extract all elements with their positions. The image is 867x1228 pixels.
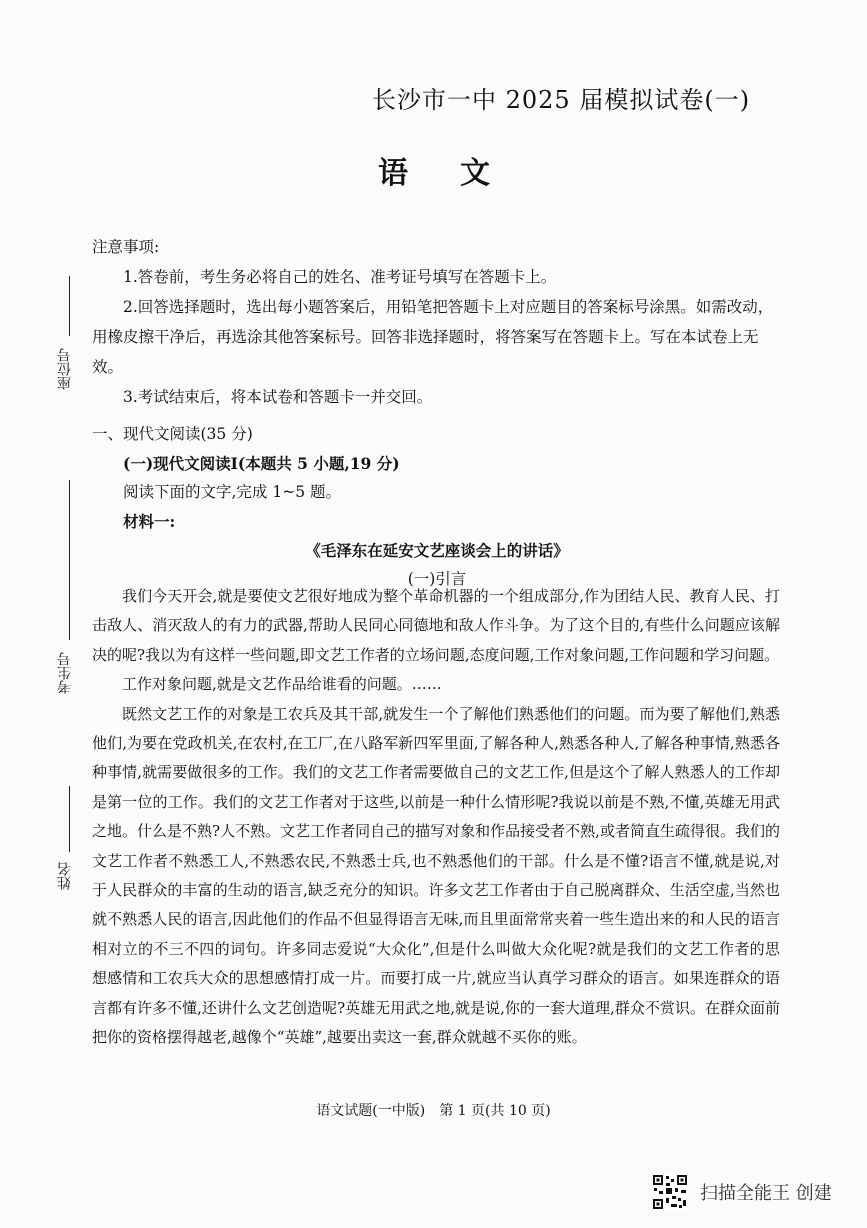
material-label: 材料一: xyxy=(123,512,176,531)
body-paragraph-2: 工作对象问题,就是文艺作品给谁看的问题。…… xyxy=(122,675,442,694)
section-header xyxy=(92,420,782,594)
subject-char-1: 语 xyxy=(378,156,408,191)
scanner-watermark xyxy=(652,1174,832,1210)
name-line xyxy=(69,786,70,852)
section-heading: 一、现代文阅读(35 分) xyxy=(92,425,253,443)
article-body xyxy=(92,582,780,1053)
article-title: 《毛泽东在延安文艺座谈会上的讲话》 xyxy=(305,541,569,560)
exam-title: 长沙市一中 2025 届模拟试卷(一) xyxy=(372,86,751,114)
notice-heading: 注意事项: xyxy=(92,238,160,256)
notice-block xyxy=(92,232,782,412)
notice-item-3: 3.考试结束后，将本试卷和答题卡一并交回。 xyxy=(123,388,433,406)
notice-item-1: 1.答卷前，考生务必将自己的姓名、准考证号填写在答题卡上。 xyxy=(123,268,557,286)
sub-section-heading: (一)现代文阅读Ⅰ(本题共 5 小题,19 分) xyxy=(123,454,400,473)
qr-code-icon xyxy=(652,1174,688,1210)
seat-line xyxy=(69,276,70,336)
watermark-text: 扫描全能王 创建 xyxy=(700,1183,832,1204)
instruction-text: 阅读下面的文字,完成 1~5 题。 xyxy=(123,483,341,501)
subject-char-2: 文 xyxy=(460,156,490,191)
subject-title xyxy=(378,148,490,192)
body-paragraph-1: 我们今天开会,就是要使文艺很好地成为整个革命机器的一个组成部分,作为团结人民、教育人民、打击敌人、消灭敌人的有力的武器,帮助人民同心同德地和敌人作斗争。为了这个目的,有些什么问题应该解决的呢?我以为有这样一些问题,即文艺工作者的立场问题,态度问题,工作对象问题,工作问题和学习问题。 xyxy=(92,587,780,664)
body-paragraph-3: 既然文艺工作的对象是工农兵及其干部,就发生一个了解他们熟悉他们的问题。而为要了解他们,熟悉他们,为要在党政机关,在农村,在工厂,在八路军新四军里面,了解各种人,熟悉各种人,了解各种事情,熟悉各种事情,就需要做很多的工作。我们的文艺工作者需要做自己的文艺工作,但是这个了解人熟悉人的工作却是第一位的工作。我们的文艺工作者对于这些,以前是一种什么情形呢?我说以前是不熟,不懂,英雄无用武之地。什么是不熟?人不熟。文艺工作者同自己的描写对象和作品接受者不熟,或者简直生疏得很。我们的文艺工作者不熟悉工人,不熟悉农民,不熟悉士兵,也不熟悉他们的干部。什么是不懂?语言不懂,就是说,对于人民群众的丰富的生动的语言,缺乏充分的知识。许多文艺工作者由于自己脱离群众、生活空虚,当然也就不熟悉人民的语言,因此他们的作品不但显得语言无味,而且里面常常夹着一些生造出来的和人民的语言相对立的不三不四的词句。许多同志爱说“大众化”,但是什么叫做大众化呢?就是我们的文艺工作者的思想感情和工农兵大众的思想感情打成一片。而要打成一片,就应当认真学习群众的语言。如果连群众的语言都有许多不懂,还讲什么文艺创造呢?英雄无用武之地,就是说,你的一套大道理,群众不赏识。在群众面前把你的资格摆得越老,越像个“英雄”,越要出卖这一套,群众就越不买你的账。 xyxy=(92,704,780,1047)
seat-label: 座位号 xyxy=(57,348,73,390)
exam-no-label: 考生号 xyxy=(57,652,73,694)
article-section: (一)引言 xyxy=(407,570,467,588)
name-label: 姓名 xyxy=(57,862,73,890)
notice-item-2: 2.回答选择题时，选出每小题答案后，用铅笔把答题卡上对应题目的答案标号涂黑。如需改动，用橡皮擦干净后，再选涂其他答案标号。回答非选择题时，将答案写在答题卡上。写在本试卷上无效。 xyxy=(92,298,774,376)
exam-no-line xyxy=(69,480,70,640)
page-footer: 语文试题(一中版) 第 1 页(共 10 页) xyxy=(316,1103,551,1119)
